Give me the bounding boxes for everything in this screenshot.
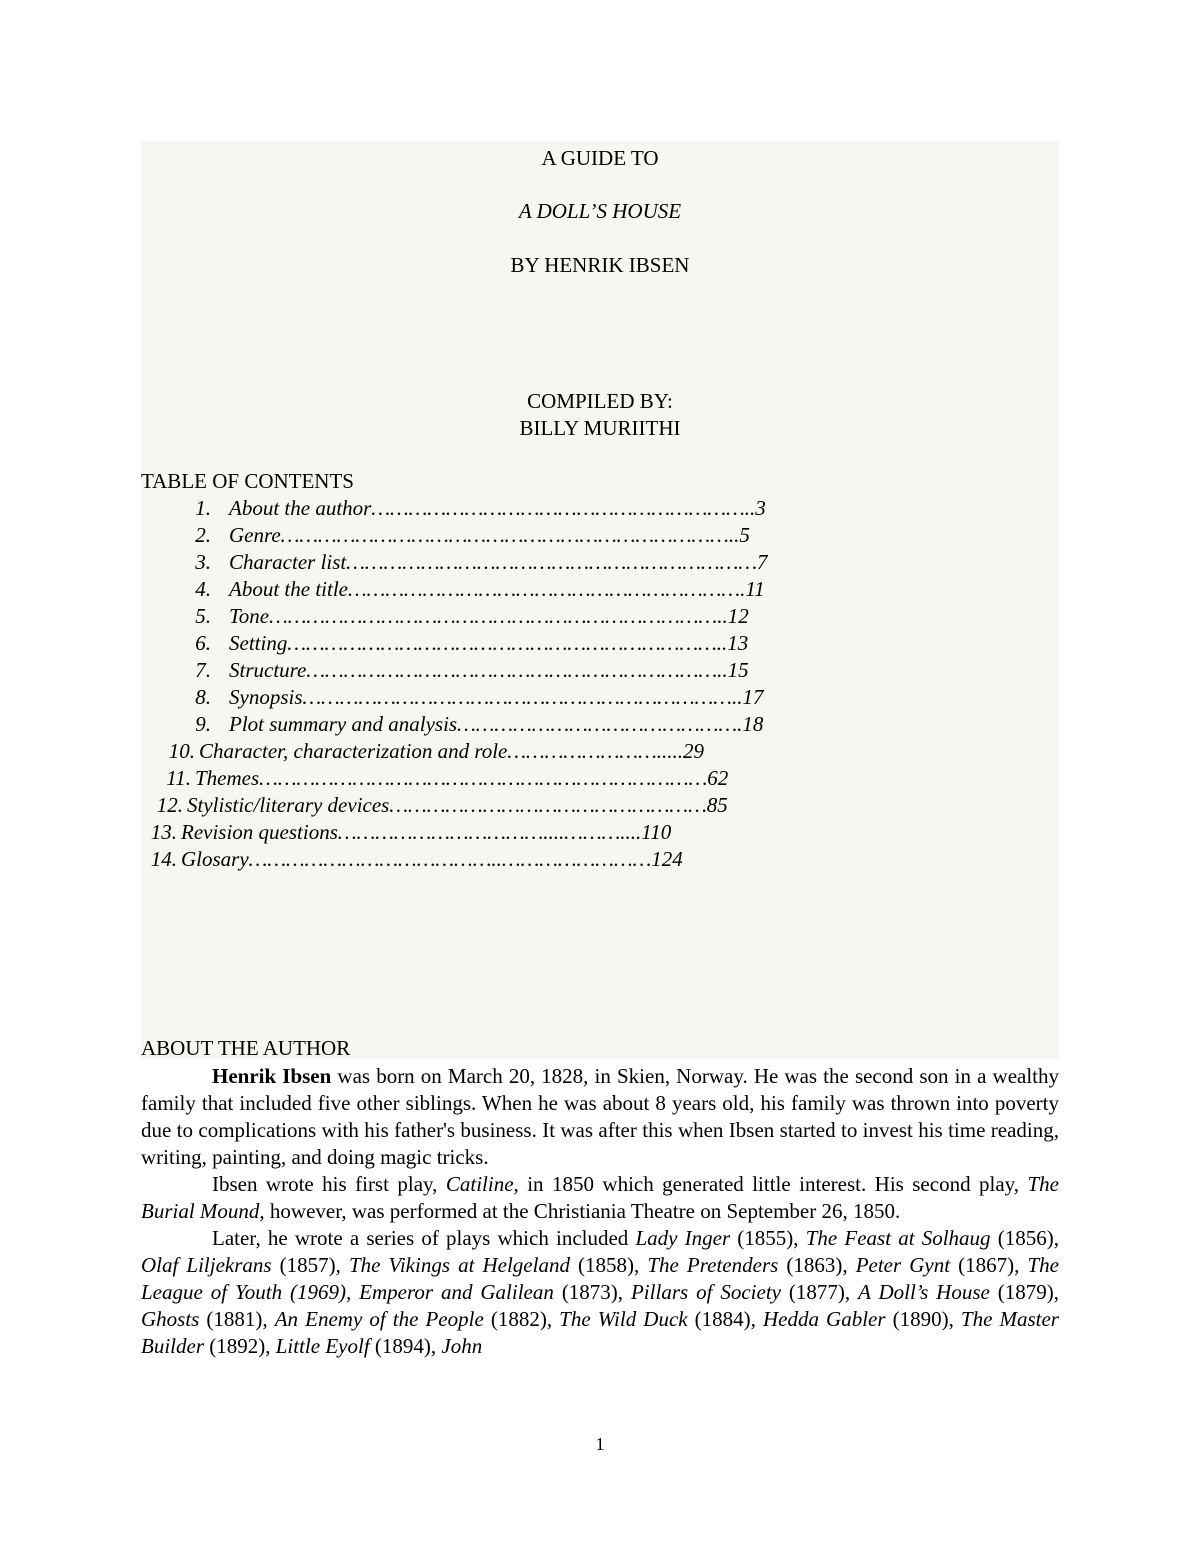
toc-item[interactable] bbox=[177, 549, 768, 576]
title-line-1: A GUIDE TO bbox=[541, 146, 659, 170]
play-title: John bbox=[441, 1334, 483, 1358]
play-title: Lady Inger bbox=[635, 1226, 731, 1250]
toc-item[interactable] bbox=[161, 765, 728, 792]
toc-item-number: 11. bbox=[166, 766, 191, 790]
paragraph-1 bbox=[141, 1063, 1059, 1171]
paragraph-3-text: (1863), bbox=[778, 1253, 856, 1277]
paragraph-3-text: (1855), bbox=[730, 1226, 806, 1250]
toc-item-number: 14. bbox=[150, 847, 177, 871]
author-name: Henrik Ibsen bbox=[212, 1064, 332, 1088]
paragraph-1-text: was born on March 20, 1828, in Skien, Norway. He was the second son in a wealthy family that included five other siblings. When he was about 8 years old, his family was thrown into poverty due to complications with his father's business. It was after this when Ibsen started to invest his time reading, writing, painting, and doing magic tricks. bbox=[141, 1064, 1059, 1169]
toc-item-number: 12. bbox=[156, 793, 183, 817]
toc-item-text: Structure…………………………………………………………..15 bbox=[229, 658, 749, 682]
toc-item[interactable] bbox=[177, 630, 748, 657]
toc-item-number: 1. bbox=[195, 496, 211, 520]
paragraph-3-text: (1856), bbox=[990, 1226, 1059, 1250]
toc-item-number: 10. bbox=[168, 739, 195, 763]
toc-item[interactable] bbox=[147, 819, 671, 846]
toc-item[interactable] bbox=[161, 738, 704, 765]
about-heading: ABOUT THE AUTHOR bbox=[141, 1036, 351, 1060]
toc-item-text: Tone………………………………………………………………..12 bbox=[229, 604, 749, 628]
toc-item-text: Synopsis……………………………………………………………..17 bbox=[229, 685, 764, 709]
paragraph-2-text-a: Ibsen wrote his first play, bbox=[212, 1172, 446, 1196]
page-number: 1 bbox=[595, 1434, 605, 1454]
toc-item-text: Character list…………………………………………………………7 bbox=[229, 550, 768, 574]
play-title-burial-mound: The Burial Mound, bbox=[141, 1172, 1059, 1223]
toc-item-number: 9. bbox=[195, 712, 211, 736]
play-title: Peter Gynt bbox=[855, 1253, 951, 1277]
play-title: The Wild Duck bbox=[559, 1307, 688, 1331]
paragraph-3 bbox=[141, 1225, 1059, 1360]
paragraph-3-text: (1894), bbox=[369, 1334, 442, 1358]
toc-item-text: Plot summary and analysis……………………………………….18 bbox=[229, 712, 764, 736]
toc-item[interactable] bbox=[177, 711, 763, 738]
toc-heading: TABLE OF CONTENTS bbox=[141, 469, 354, 493]
paragraph-3-text: (1884), bbox=[687, 1307, 763, 1331]
play-title: Little Eyolf bbox=[275, 1334, 370, 1358]
play-title: Hedda Gabler bbox=[762, 1307, 886, 1331]
play-title: Ghosts bbox=[141, 1307, 200, 1331]
paragraph-3-text: (1881), bbox=[199, 1307, 275, 1331]
title-line-3: BY HENRIK IBSEN bbox=[510, 253, 690, 277]
paragraph-3-text: (1867), bbox=[950, 1253, 1028, 1277]
paragraph-3-text: Later, he wrote a series of plays which included bbox=[212, 1226, 636, 1250]
toc-item[interactable] bbox=[153, 792, 728, 819]
paragraph-2-text-e: however, was performed at the Christiania Theatre on September 26, 1850. bbox=[264, 1199, 901, 1223]
paragraph-3-text: (1857), bbox=[271, 1253, 349, 1277]
toc-item[interactable] bbox=[147, 846, 683, 873]
play-title: A Doll’s House bbox=[858, 1280, 990, 1304]
toc-item-number: 2. bbox=[195, 523, 211, 547]
toc-item-text: About the author……………………………………………………..3 bbox=[229, 496, 766, 520]
paragraph-3-text: (1873), bbox=[553, 1280, 631, 1304]
paragraph-3-text: (1877), bbox=[780, 1280, 859, 1304]
play-title: The Vikings at Helgeland bbox=[348, 1253, 570, 1277]
toc-item[interactable] bbox=[177, 684, 763, 711]
paragraph-3-text: (1858), bbox=[569, 1253, 648, 1277]
toc-item-text: Glosary…………………………………..……………………124 bbox=[181, 847, 683, 871]
toc-item-text: Stylistic/literary devices……………………………………………85 bbox=[187, 793, 728, 817]
play-title: Olaf Liljekrans bbox=[141, 1253, 272, 1277]
paragraph-2-text-c: in 1850 which generated little interest. His second play, bbox=[518, 1172, 1028, 1196]
toc-item-number: 4. bbox=[195, 577, 211, 601]
play-title: The Pretenders bbox=[647, 1253, 779, 1277]
toc-item-number: 6. bbox=[195, 631, 211, 655]
title-line-2: A DOLL’S HOUSE bbox=[518, 199, 682, 223]
paragraph-3-text: (1882), bbox=[483, 1307, 560, 1331]
play-title: Pillars of Society bbox=[630, 1280, 781, 1304]
toc-item-number: 5. bbox=[195, 604, 211, 628]
paragraph-3-text: (1892), bbox=[204, 1334, 276, 1358]
play-title: The League of Youth (1969), Emperor and Galilean bbox=[141, 1253, 1059, 1304]
compiler-name: BILLY MURIITHI bbox=[519, 416, 681, 440]
toc-item-text: Setting……………………………………………………………..13 bbox=[229, 631, 749, 655]
toc-item-number: 7. bbox=[195, 658, 211, 682]
toc-item-number: 3. bbox=[195, 550, 211, 574]
toc-item[interactable] bbox=[177, 657, 749, 684]
play-title: The Master Builder bbox=[141, 1307, 1059, 1358]
toc-item-number: 13. bbox=[150, 820, 177, 844]
toc-item-text: About the title……………………………………………………….11 bbox=[229, 577, 765, 601]
toc-item-text: Revision questions……………………………....………....110 bbox=[181, 820, 672, 844]
paragraph-3-text: (1890), bbox=[885, 1307, 961, 1331]
toc-item[interactable] bbox=[177, 522, 750, 549]
play-title: An Enemy of the People bbox=[274, 1307, 484, 1331]
paragraph-3-text: (1879), bbox=[989, 1280, 1059, 1304]
toc-item[interactable] bbox=[177, 576, 765, 603]
toc-item-text: Character, characterization and role…………………….....29 bbox=[199, 739, 704, 763]
play-title: The Feast at Solhaug bbox=[805, 1226, 991, 1250]
play-title-catiline: Catiline, bbox=[445, 1172, 519, 1196]
paragraph-2 bbox=[141, 1171, 1059, 1225]
toc-item-text: Themes………………………………………………………………62 bbox=[195, 766, 729, 790]
toc-item-number: 8. bbox=[195, 685, 211, 709]
about-body bbox=[141, 1063, 1059, 1360]
toc-item-text: Genre………………………………………………………………..5 bbox=[229, 523, 750, 547]
toc-item[interactable] bbox=[177, 495, 766, 522]
compiled-by-label: COMPILED BY: bbox=[527, 389, 673, 413]
toc-item[interactable] bbox=[177, 603, 749, 630]
